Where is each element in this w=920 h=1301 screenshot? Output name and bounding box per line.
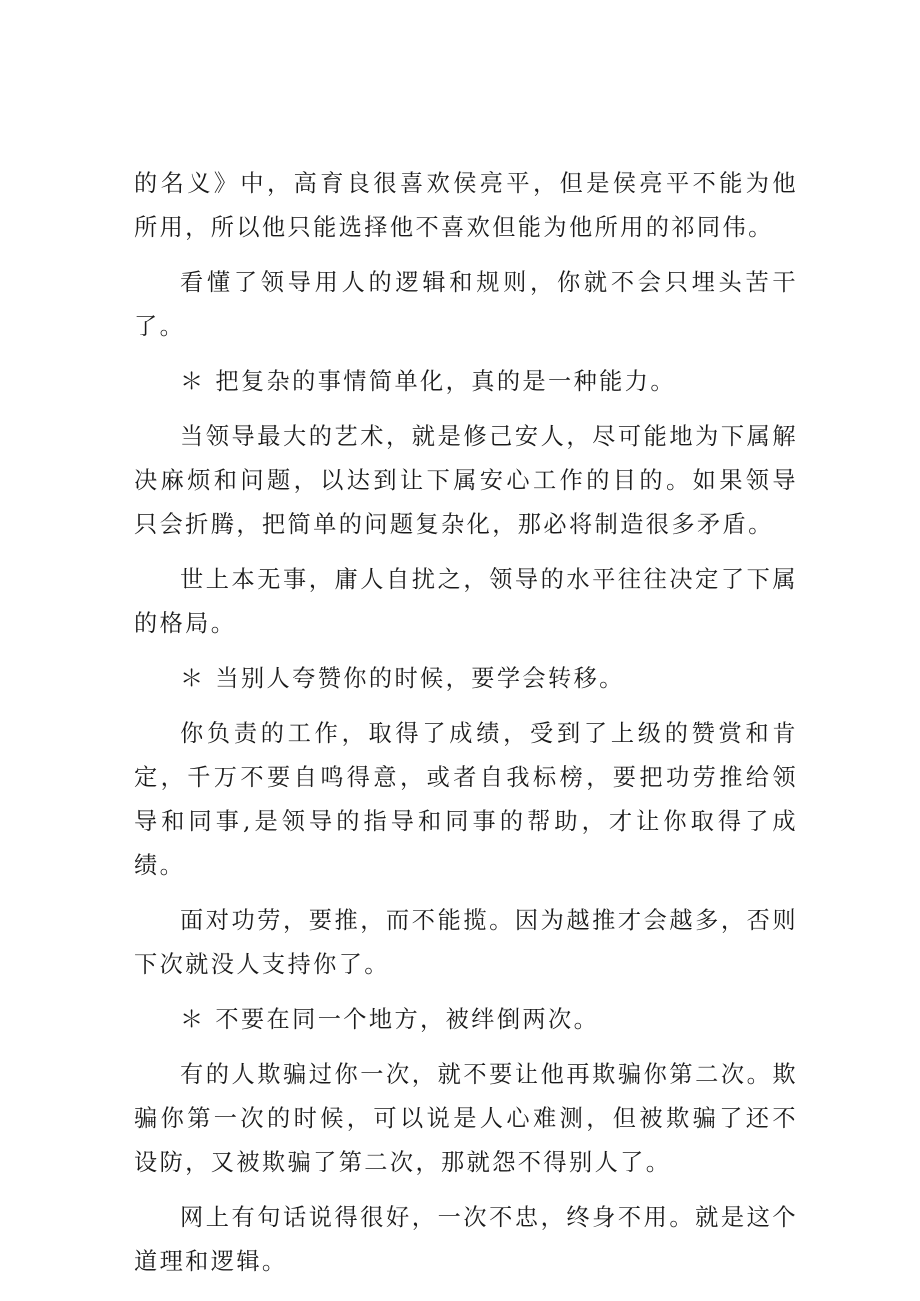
bullet-heading: ＊ 当别人夸赞你的时候，要学会转移。 (180, 665, 625, 692)
paragraph: 世上本无事，庸人自扰之，领导的水平往往决定了下属的格局。 (134, 566, 798, 637)
paragraph: 你负责的工作，取得了成绩，受到了上级的赞赏和肯定，千万不要自鸣得意，或者自我标榜，要把功劳推给领导和同事,是领导的指导和同事的帮助，才让你取得了成绩。 (134, 720, 798, 879)
paragraph: 网上有句话说得很好，一次不忠，终身不用。就是这个道理和逻辑。 (134, 1204, 798, 1275)
paragraph: 看懂了领导用人的逻辑和规则，你就不会只埋头苦干了。 (134, 269, 798, 340)
document-body (134, 162, 798, 1284)
bullet-heading: ＊ 把复杂的事情简单化，真的是一种能力。 (180, 368, 676, 395)
paragraph: 有的人欺骗过你一次，就不要让他再欺骗你第二次。欺骗你第一次的时候，可以说是人心难测，但被欺骗了还不设防，又被欺骗了第二次，那就怨不得别人了。 (134, 1061, 798, 1176)
paragraph-continuation: 的名义》中，高育良很喜欢侯亮平，但是侯亮平不能为他所用，所以他只能选择他不喜欢但能为他所用的祁同伟。 (134, 170, 798, 241)
bullet-heading: ＊ 不要在同一个地方，被绊倒两次。 (180, 1006, 600, 1033)
paragraph: 当领导最大的艺术，就是修己安人，尽可能地为下属解决麻烦和问题，以达到让下属安心工作的目的。如果领导只会折腾，把简单的问题复杂化，那必将制造很多矛盾。 (134, 423, 798, 538)
paragraph: 面对功劳，要推，而不能揽。因为越推才会越多，否则下次就没人支持你了。 (134, 907, 798, 978)
